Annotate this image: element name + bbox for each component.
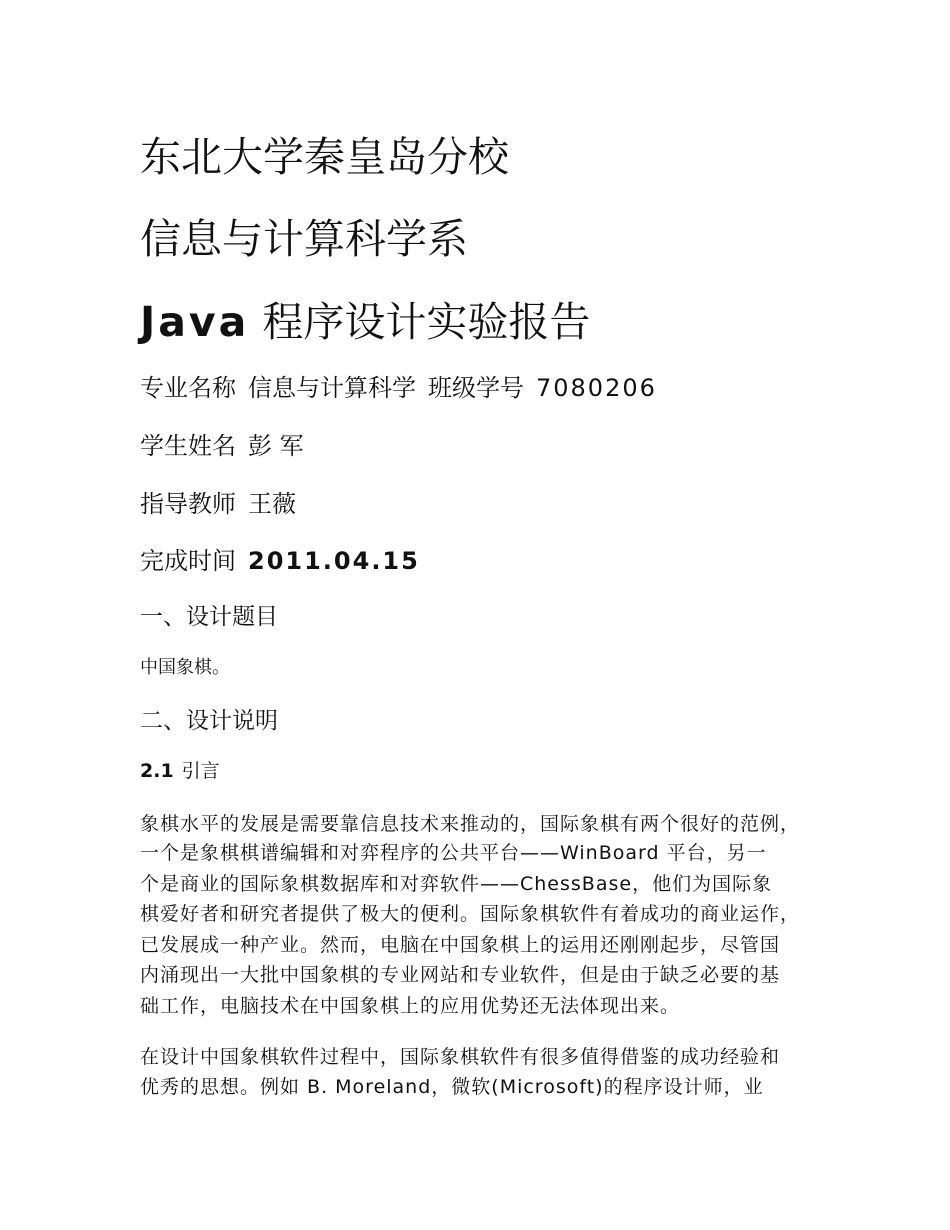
advisor-line <box>140 489 296 519</box>
class-label: 班级学号 <box>428 374 524 402</box>
major-value: 信息与计算科学 <box>248 374 416 402</box>
school-title: 东北大学秦皇岛分校 <box>140 133 509 181</box>
date-label: 完成时间 <box>140 547 236 575</box>
department-title: 信息与计算科学系 <box>140 215 468 263</box>
major-label: 专业名称 <box>140 374 236 402</box>
paragraph-2-line: 优秀的思想。例如 B. Moreland，微软(Microsoft)的程序设计师，业 <box>140 1076 764 1098</box>
paragraph-1-line: 已发展成一种产业。然而，电脑在中国象棋上的运用还刚刚起步，尽管国 <box>140 934 781 956</box>
paragraph-1-line: 象棋水平的发展是需要靠信息技术来推动的，国际象棋有两个很好的范例， <box>140 813 801 835</box>
report-title-rest: 程序设计实验报告 <box>262 298 591 346</box>
major-class-line <box>140 373 657 403</box>
date-line <box>140 546 420 576</box>
paragraph-1-line: 础工作，电脑技术在中国象棋上的应用优势还无法体现出来。 <box>140 995 681 1017</box>
paragraph-1-line: 棋爱好者和研究者提供了极大的便利。国际象棋软件有着成功的商业运作， <box>140 903 801 925</box>
report-title <box>140 298 590 346</box>
advisor-label: 指导教师 <box>140 490 236 518</box>
student-value: 彭 军 <box>248 432 304 460</box>
paragraph-1-line: 一个是象棋棋谱编辑和对弈程序的公共平台——WinBoard 平台，另一 <box>140 842 767 864</box>
section-2-heading: 二、设计说明 <box>140 708 278 734</box>
subsection-number: 2.1 <box>140 760 174 782</box>
student-line <box>140 431 304 461</box>
date-value: 2011.04.15 <box>248 547 420 575</box>
paragraph-2-line: 在设计中国象棋软件过程中，国际象棋软件有很多值得借鉴的成功经验和 <box>140 1046 781 1068</box>
section-1-body: 中国象棋。 <box>140 657 230 678</box>
report-title-latin: Java <box>140 298 250 346</box>
paragraph-1-line: 内涌现出一大批中国象棋的专业网站和专业软件，但是由于缺乏必要的基 <box>140 964 781 986</box>
section-1-heading: 一、设计题目 <box>140 604 278 630</box>
advisor-value: 王薇 <box>248 490 296 518</box>
paragraph-1-line: 个是商业的国际象棋数据库和对弈软件——ChessBase，他们为国际象 <box>140 873 773 895</box>
class-value: 7080206 <box>536 374 657 402</box>
subsection-title: 引言 <box>181 760 220 782</box>
subsection-2-1-heading <box>140 759 220 783</box>
student-label: 学生姓名 <box>140 432 236 460</box>
